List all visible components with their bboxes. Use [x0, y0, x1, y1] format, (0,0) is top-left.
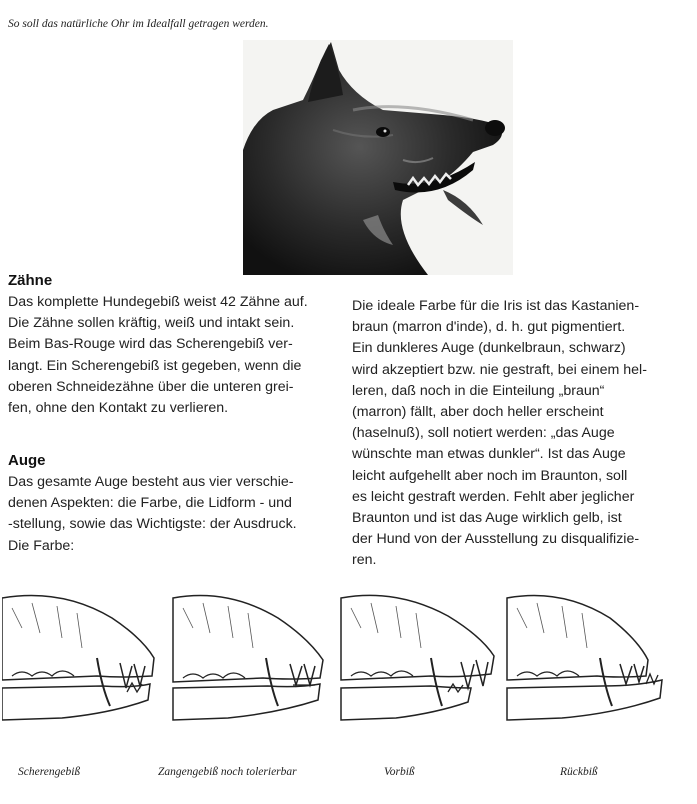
- photo-caption: So soll das natürliche Ohr im Idealfall getragen werden.: [8, 18, 269, 30]
- text-line: fen, ohne den Kontakt zu verlieren.: [8, 400, 229, 417]
- text-line: denen Aspekten: die Farbe, die Lidform - und: [8, 495, 292, 512]
- jaw-diagram-scissor-bite: [2, 588, 164, 728]
- text-line: leicht aufgehellt aber noch im Braunton, soll: [352, 467, 628, 484]
- jaw-diagram-overbite: [336, 588, 498, 728]
- text-line: wird akzeptiert bzw. nie gestraft, bei einem hel-: [352, 361, 647, 378]
- text-line: leren, daß noch in die Einteilung „braun“: [352, 382, 605, 399]
- text-line: Das gesamte Auge besteht aus vier verschie-: [8, 474, 294, 490]
- caption-scissor-bite: Scherengebiß: [18, 766, 81, 778]
- text-line: Die Farbe:: [8, 537, 75, 554]
- teeth-paragraph: [8, 292, 335, 419]
- text-line: Beim Bas-Rouge wird das Scherengebiß ver-: [8, 336, 293, 353]
- text-line: Die ideale Farbe für die Iris ist das Kastanien-: [352, 298, 640, 314]
- text-line: (marron) fällt, aber doch heller erscheint: [352, 404, 604, 421]
- text-line: oberen Schneidezähne über die unteren grei-: [8, 378, 294, 395]
- text-line: (haselnuß), soll notiert werden: „das Auge: [352, 425, 615, 442]
- text-line: Ein dunkleres Auge (dunkelbraun, schwarz): [352, 340, 626, 357]
- eye-heading: Auge: [8, 452, 46, 469]
- text-line: wünschte man etwas dunkler“. Ist das Auge: [352, 446, 626, 463]
- eye-paragraph: [8, 472, 335, 557]
- iris-color-paragraph: [352, 296, 690, 572]
- text-line: -stellung, sowie das Wichtigste: der Ausdruck.: [8, 516, 297, 533]
- text-line: langt. Ein Scherengebiß ist gegeben, wenn die: [8, 357, 302, 374]
- text-line: Braunton und ist das Auge wirklich gelb, ist: [352, 510, 622, 527]
- jaw-diagram-underbite: [502, 588, 664, 728]
- text-line: ren.: [352, 552, 377, 569]
- text-line: der Hund von der Ausstellung zu disqualifizie-: [352, 531, 640, 548]
- text-line: braun (marron d'inde), d. h. gut pigmentiert.: [352, 319, 626, 336]
- caption-overbite: Vorbiß: [384, 766, 415, 778]
- text-line: Das komplette Hundegebiß weist 42 Zähne auf.: [8, 294, 308, 310]
- caption-level-bite: Zangengebiß noch tolerierbar: [158, 766, 297, 778]
- caption-underbite: Rückbiß: [560, 766, 598, 778]
- text-line: Die Zähne sollen kräftig, weiß und intakt sein.: [8, 315, 295, 332]
- dog-head-photo: [243, 40, 513, 275]
- jaw-diagram-level-bite: [168, 588, 330, 728]
- teeth-heading: Zähne: [8, 272, 53, 289]
- text-line: es leicht gestraft werden. Fehlt aber jeglicher: [352, 488, 635, 505]
